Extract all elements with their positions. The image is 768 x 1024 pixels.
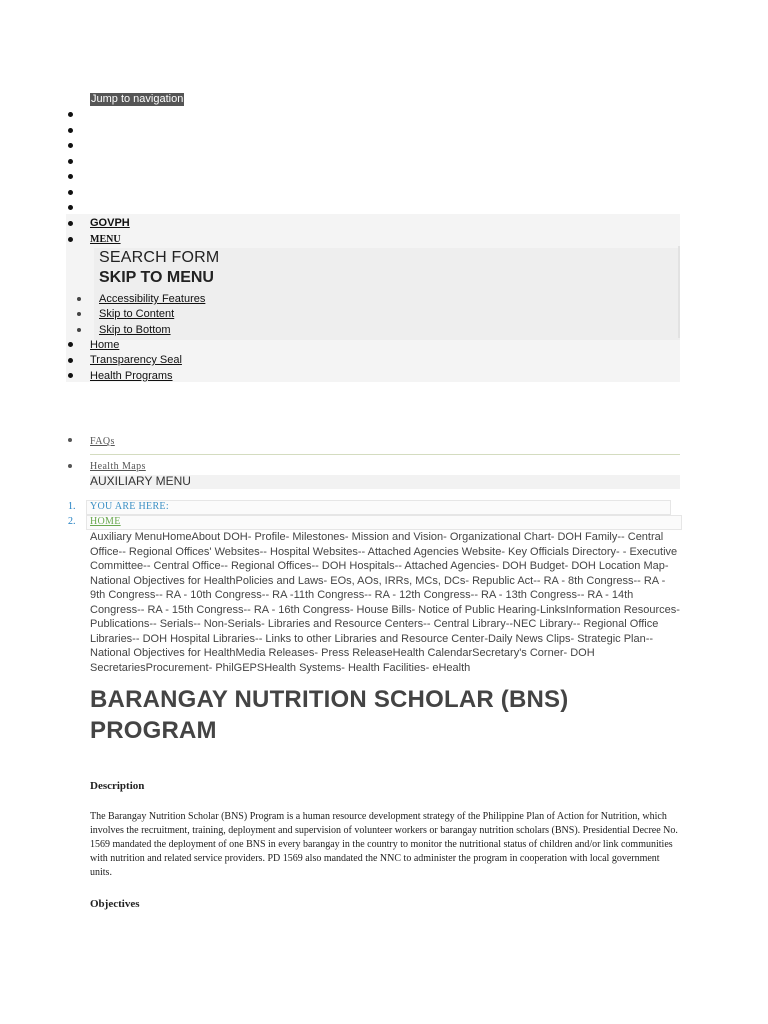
skip-to-menu-heading[interactable]: SKIP TO MENU: [99, 269, 214, 286]
breadcrumb-row: [86, 500, 671, 515]
menu-link[interactable]: MENU: [90, 234, 121, 245]
list-bullet: [68, 159, 73, 164]
breadcrumb-number: 1.: [68, 501, 76, 512]
panel-scrollbar[interactable]: [678, 246, 680, 338]
list-bullet: [68, 205, 73, 210]
description-paragraph: The Barangay Nutrition Scholar (BNS) Program is a human resource development strategy of the Philippine Plan of Action for Nutrition, which involves the recruitment, training, deployment and supervision of volunteer workers or barangay nutrition scholars (BNS). Presidential Decree No. 1569 mandated the deployment of one BNS in every barangay in the country to monitor the nutritional status of children and/or link communities with nutrition and related service providers. PD 1569 also mandated the NNC to administer the program in cooperation with local government units.: [90, 811, 678, 878]
nav-health-programs-link[interactable]: Health Programs: [90, 370, 173, 382]
nav-home-link[interactable]: Home: [90, 339, 120, 351]
breadcrumb-number: 2.: [68, 516, 76, 527]
skip-to-bottom-link[interactable]: Skip to Bottom: [99, 324, 171, 336]
list-bullet: [68, 342, 73, 347]
list-bullet: [68, 128, 73, 133]
list-bullet: [68, 438, 72, 442]
list-bullet: [77, 328, 81, 332]
you-are-here-label: YOU ARE HERE:: [90, 501, 169, 512]
search-form-heading: SEARCH FORM: [99, 249, 220, 266]
nav-transparency-seal-link[interactable]: Transparency Seal: [90, 354, 182, 366]
list-bullet: [68, 358, 73, 363]
list-bullet: [68, 190, 73, 195]
description-heading: Description: [90, 780, 145, 792]
breadcrumb-home-link[interactable]: HOME: [90, 516, 121, 527]
govph-link[interactable]: GOVPH: [90, 217, 130, 229]
list-bullet: [68, 464, 72, 468]
auxiliary-menu-label: AUXILIARY MENU: [90, 474, 191, 488]
list-bullet: [68, 221, 73, 226]
site-navigation-text[interactable]: Auxiliary MenuHomeAbout DOH- Profile- Milestones- Mission and Vision- Organizational Chart- DOH Family-- Central Office-- Regional Offices' Websites-- Hospital Websites-- Attached Agencies Website- Key Officials Directory- - Executive Committee-- Central Office-- Regional Offices-- DOH Hospitals-- Attached Agencies- DOH Budget- DOH Location Map- National Objectives for HealthPolicies and Laws- EOs, AOs, IRRs, MCs, DCs- Republic Act-- RA - 8th Congress-- RA - 9th Congress-- RA - 10th Congress-- RA -11th Congress-- RA - 12th Congress-- RA - 13th Congress-- RA - 14th Congress-- RA - 15th Congress-- RA - 16th Congress- House Bills- Notice of Public Hearing-LinksInformation Resources- Publications-- Serials-- Non-Serials- Libraries and Resource Centers-- Central Library--NEC Library-- Regional Office Libraries-- DOH Hospital Libraries-- Links to other Libraries and Resource Center-Daily News Clips- Strategic Plan-- National Objectives for HealthMedia Releases- Press ReleaseHealth CalendarSecretary's Corner- DOH SecretariesProcurement- PhilGEPSHealth Systems- Health Facilities- eHealth: [90, 531, 680, 674]
section-divider: [90, 454, 680, 455]
accessibility-features-link[interactable]: Accessibility Features: [99, 293, 206, 305]
health-maps-link[interactable]: Health Maps: [90, 461, 146, 472]
list-bullet: [68, 174, 73, 179]
skip-to-content-link[interactable]: Skip to Content: [99, 308, 175, 320]
jump-to-navigation-link[interactable]: Jump to navigation: [91, 93, 184, 105]
list-bullet: [68, 143, 73, 148]
breadcrumb-row: [86, 515, 682, 530]
list-bullet: [68, 237, 73, 242]
list-bullet: [77, 297, 81, 301]
list-bullet: [68, 112, 73, 117]
page-title: BARANGAY NUTRITION SCHOLAR (BNS) PROGRAM: [90, 686, 569, 744]
list-bullet: [77, 312, 81, 316]
faqs-link[interactable]: FAQs: [90, 436, 115, 447]
list-bullet: [68, 373, 73, 378]
objectives-heading: Objectives: [90, 898, 140, 910]
